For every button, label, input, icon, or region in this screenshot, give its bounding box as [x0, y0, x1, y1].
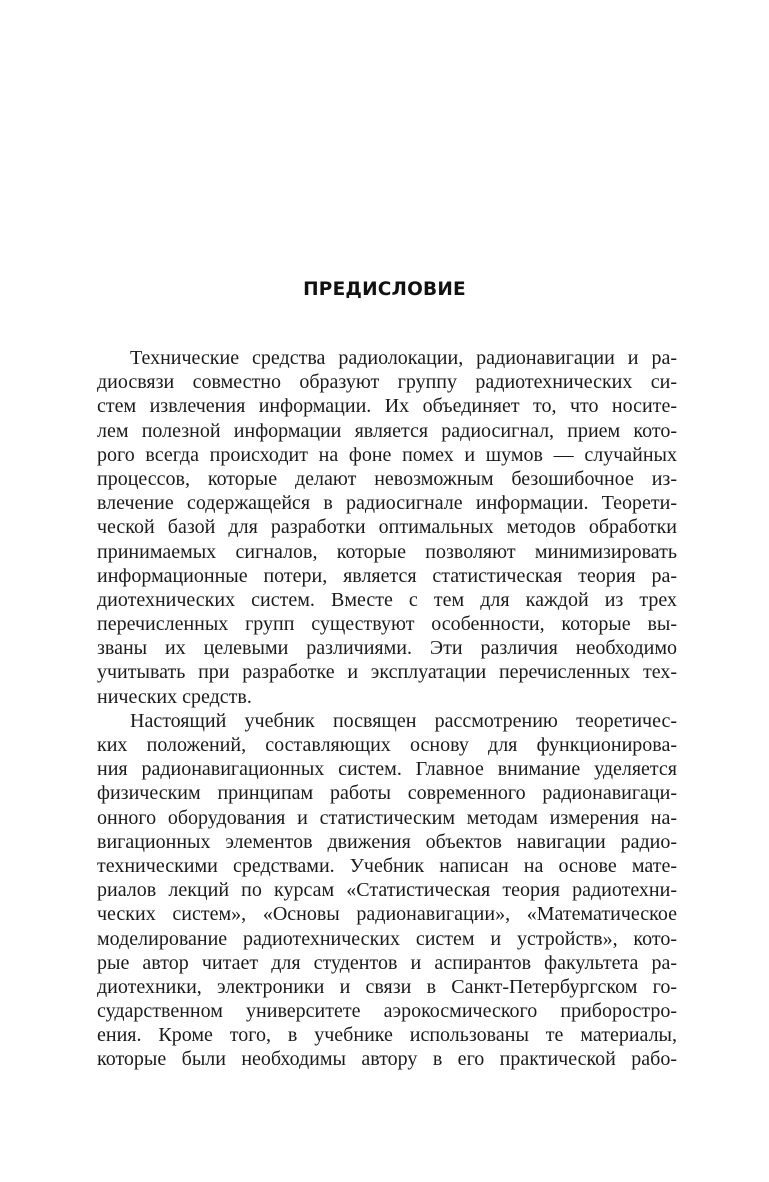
paragraph-1-line: процессов, которые делают невозможным безошибочное из-: [97, 467, 677, 490]
paragraph-2-line: которые были необходимы автору в его практической рабо-: [97, 1048, 677, 1071]
paragraph-1-line: влечение содержащейся в радиосигнале информации. Теорети-: [97, 492, 677, 515]
paragraph-1-line: принимаемых сигналов, которые позволяют минимизировать: [97, 540, 677, 563]
paragraph-2-line: ния радионавигационных систем. Главное внимание уделяется: [97, 758, 677, 781]
paragraph-1-line: диосвязи совместно образуют группу радиотехнических си-: [97, 371, 677, 394]
body-text: [97, 346, 677, 1072]
paragraph-2-line: техническими средствами. Учебник написан на основе мате-: [97, 854, 677, 877]
paragraph-1-line: рого всегда происходит на фоне помех и шумов — случайных: [97, 443, 677, 466]
paragraph-1-line: информационные потери, является статистическая теория ра-: [97, 564, 677, 587]
paragraph-1-line: лем полезной информации является радиосигнал, прием кото-: [97, 419, 677, 442]
paragraph-1-line: перечисленных групп существуют особенности, которые вы-: [97, 613, 677, 636]
paragraph-2-line: моделирование радиотехнических систем и устройств», кото-: [97, 927, 677, 950]
paragraph-2-line: онного оборудования и статистическим методам измерения на-: [97, 806, 677, 829]
paragraph-1-line: ческой базой для разработки оптимальных методов обработки: [97, 516, 677, 539]
chapter-heading: ПРЕДИСЛОВИЕ: [303, 279, 466, 300]
paragraph-1-line: Технические средства радиолокации, радионавигации и ра-: [130, 347, 677, 369]
paragraph-1-line: учитывать при разработке и эксплуатации перечисленных тех-: [97, 661, 677, 684]
paragraph-2-line: ения. Кроме того, в учебнике использованы те материалы,: [97, 1024, 677, 1047]
paragraph-1-line: стем извлечения информации. Их объединяет то, что носите-: [97, 395, 677, 418]
paragraph-1-line: нических средств.: [97, 685, 252, 708]
paragraph-2-line: Настоящий учебник посвящен рассмотрению теоретичес-: [130, 709, 677, 732]
paragraph-1-line: диотехнических систем. Вместе с тем для каждой из трех: [97, 588, 677, 611]
paragraph-2-line: сударственном университете аэрокосмического приборостро-: [97, 1000, 677, 1023]
paragraph-2-line: физическим принципам работы современного радионавигаци-: [97, 782, 677, 805]
paragraph-2-line: рые автор читает для студентов и аспирантов факультета ра-: [97, 951, 677, 974]
paragraph-2-line: ческих систем», «Основы радионавигации», «Математическое: [97, 903, 677, 926]
paragraph-2-line: риалов лекций по курсам «Статистическая теория радиотехни-: [97, 879, 677, 902]
paragraph-1-line: званы их целевыми различиями. Эти различия необходимо: [97, 637, 677, 660]
paragraph-2-line: ких положений, составляющих основу для функционирова-: [97, 734, 677, 756]
paragraph-2-line: диотехники, электроники и связи в Санкт-Петербургском го-: [97, 975, 677, 998]
paragraph-2-line: вигационных элементов движения объектов навигации радио-: [97, 830, 677, 853]
